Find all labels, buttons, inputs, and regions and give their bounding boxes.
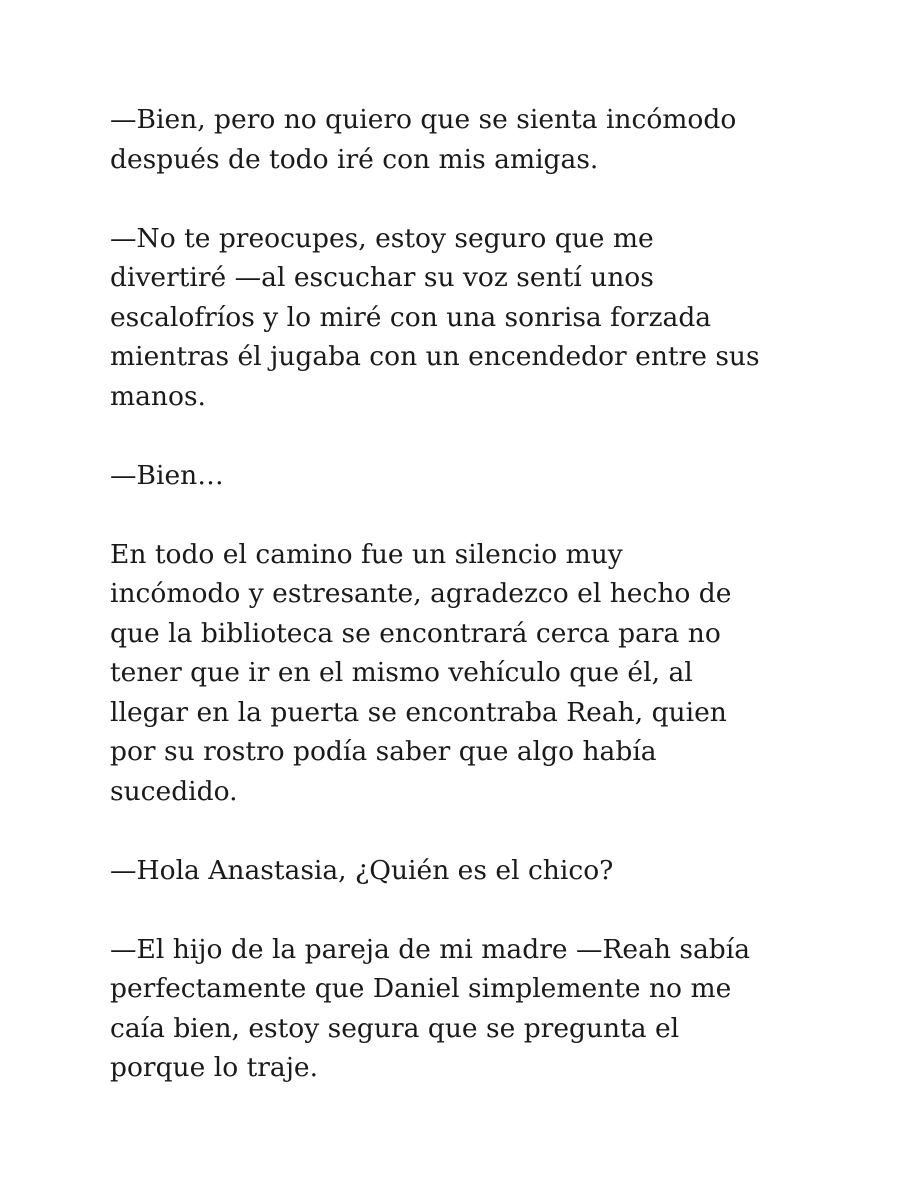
text-line: —Bien, pero no quiero que se sienta incómodo bbox=[110, 104, 737, 135]
text-line: incómodo y estresante, agradezco el hecho de bbox=[110, 578, 732, 609]
paragraph-1 bbox=[110, 100, 800, 179]
text-line: caía bien, estoy segura que se pregunta el bbox=[110, 1012, 680, 1044]
text-line: manos. bbox=[110, 380, 206, 412]
text-line: escalofríos y lo miré con una sonrisa forzada bbox=[110, 301, 712, 333]
text-line: por su rostro podía saber que algo había bbox=[110, 736, 657, 767]
text-line: que la biblioteca se encontrará cerca para no bbox=[110, 617, 721, 649]
paragraph-5 bbox=[110, 851, 800, 891]
text-line: llegar en la puerta se encontraba Reah, quien bbox=[110, 696, 727, 728]
text-line: sucedido. bbox=[110, 775, 238, 807]
text-line: —Hola Anastasia, ¿Quién es el chico? bbox=[110, 854, 614, 886]
text-line: En todo el camino fue un silencio muy bbox=[110, 538, 623, 570]
text-line: después de todo iré con mis amigas. bbox=[110, 143, 599, 175]
text-line: —Bien… bbox=[110, 459, 224, 491]
text-line: mientras él jugaba con un encendedor entre sus bbox=[110, 341, 760, 372]
text-line: —No te preocupes, estoy seguro que me bbox=[110, 222, 654, 254]
paragraph-2 bbox=[110, 219, 800, 417]
document-page bbox=[110, 100, 800, 1127]
text-line: porque lo traje. bbox=[110, 1052, 319, 1083]
text-line: tener que ir en el mismo vehículo que él, al bbox=[110, 657, 693, 688]
paragraph-4 bbox=[110, 535, 800, 812]
text-line: —El hijo de la pareja de mi madre —Reah sabía bbox=[110, 933, 751, 965]
text-line: perfectamente que Daniel simplemente no me bbox=[110, 973, 732, 1004]
paragraph-6 bbox=[110, 930, 800, 1088]
paragraph-3 bbox=[110, 456, 800, 496]
text-line: divertiré —al escuchar su voz sentí unos bbox=[110, 262, 654, 293]
